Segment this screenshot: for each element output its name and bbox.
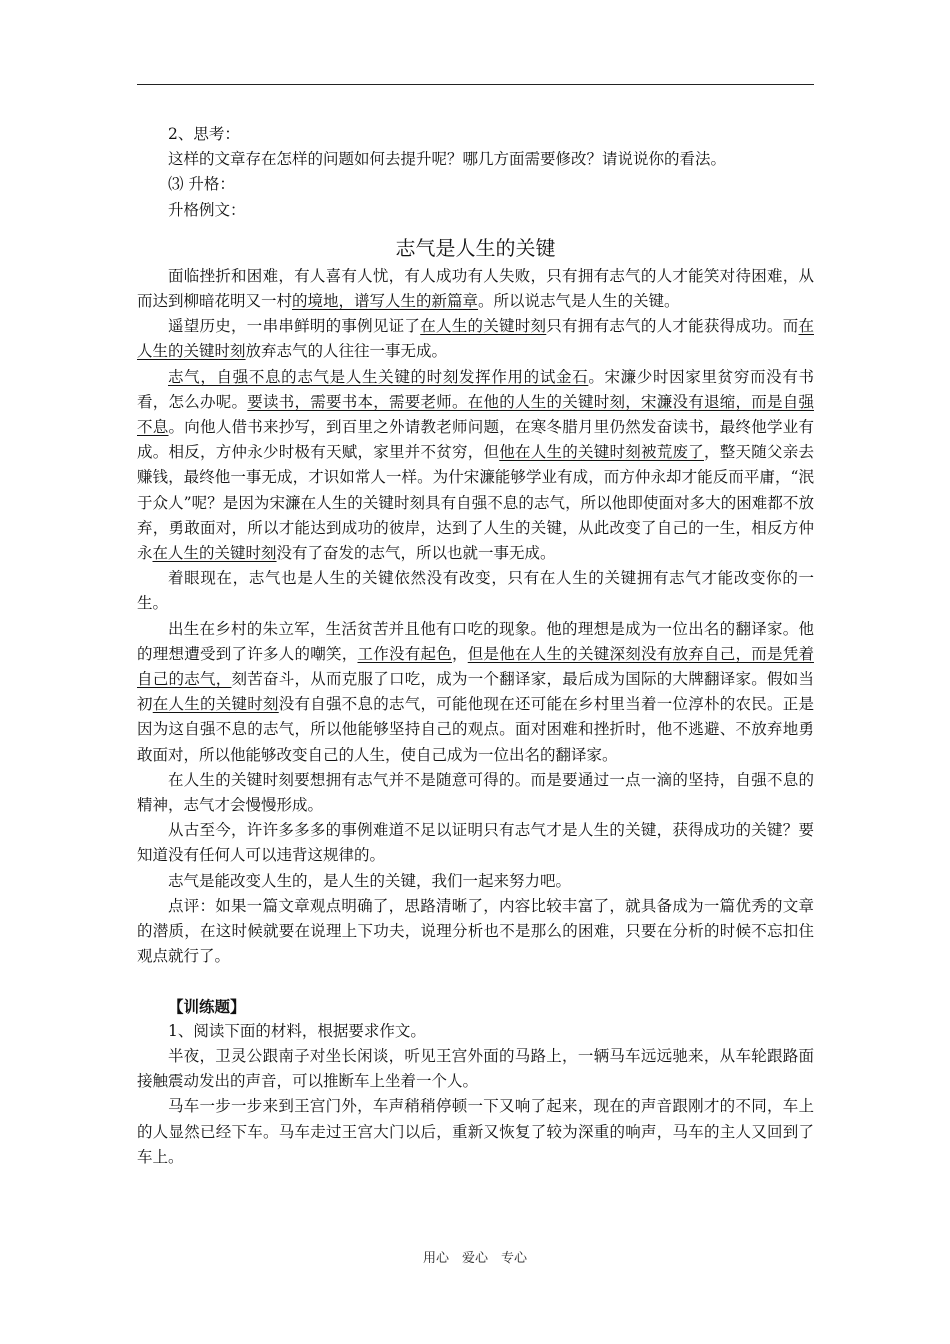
think-question: 这样的文章存在怎样的问题如何去提升呢？哪几方面需要修改？请说说你的看法。 xyxy=(168,150,727,169)
text-run: 。所以说志气是人生的关键。 xyxy=(478,292,680,311)
text-run: 只有拥有志气的人才能获得成功。而 xyxy=(546,317,799,336)
underlined-text: 在人生的关键时刻 xyxy=(152,544,277,563)
essay-paragraph-1 xyxy=(137,264,814,314)
exercise-material-1: 半夜，卫灵公跟南子对坐长闲谈，听见王宫外面的马路上，一辆马车远远驰来，从车轮跟路面接触震动发出的声音，可以推断车上坐着一个人。 xyxy=(137,1046,814,1091)
underlined-text: 要读书，需要书本，需要老师。在他的人生的关键时刻，宋濂没有退缩，而是自强不息 xyxy=(137,392,814,437)
essay-title: 志气是人生的关键 xyxy=(395,235,556,260)
spacer xyxy=(137,970,814,994)
underlined-text: 在人生的关键时刻 xyxy=(137,317,814,361)
text-run: 。向他人借书来抄写，到百里之外请教老师问题，在寒冬腊月里仍然发奋读书，最终他学业有成。相反，方仲永少时极有天赋，家里并不贫穷，但 xyxy=(137,418,814,462)
underlined-text: 在人生的关键时刻 xyxy=(152,695,279,714)
underlined-text: 的境地，谱写人生的新篇章 xyxy=(292,292,479,311)
essay-paragraph-8: 志气是能改变人生的，是人生的关键，我们一起来努力吧。 xyxy=(168,871,572,890)
essay-paragraph-4: 着眼现在，志气也是人生的关键依然没有改变，只有在人生的关键拥有志气才能改变你的一生。 xyxy=(137,569,814,613)
underlined-text: 但是他在人生的关键深刻没有放弃自己，而是凭着自己的志气， xyxy=(137,644,814,689)
essay-paragraph-3 xyxy=(137,365,814,567)
essay-paragraph-6: 在人生的关键时刻要想拥有志气并不是随意可得的。而是要通过一点一滴的坚持，自强不息的精神，志气才会慢慢形成。 xyxy=(137,770,814,815)
exercise-heading: 【训练题】 xyxy=(168,996,246,1016)
think-label: 2、思考： xyxy=(168,125,240,143)
text-run: ，整天随父亲去赚钱，最终他一事无成，才识如常人一样。为什宋濂能够学业有成，而方仲永却才能反而平庸，“泯于众人”呢？是因为宋濂在人生的关键时刻具有自强不息的志气，所以他即使面对多大的困难都不放弃，勇敢面对，所以才能达到成功的彼岸，达到了人生的关键，从此改变了自己的一生，相反方仲永 xyxy=(137,443,814,563)
page-footer: 用心 爱心 专心 xyxy=(422,1251,527,1266)
essay-paragraph-5 xyxy=(137,617,814,768)
underlined-text: 他在人生的关键时刻被荒废了 xyxy=(499,443,704,462)
commentary-paragraph: 点评：如果一篇文章观点明确了，思路清晰了，内容比较丰富了，就具备成为一篇优秀的文章的潜质，在这时候就要在说理上下功夫，说理分析也不是那么的困难，只要在分析的时候不忘扣住观点就行了。 xyxy=(137,896,814,966)
text-run: 没有了奋发的志气，所以也就一事无成。 xyxy=(276,544,556,563)
essay-paragraph-2 xyxy=(137,314,814,364)
exercise-material-2: 马车一步一步来到王宫门外，车声稍稍停顿一下又响了起来，现在的声音跟刚才的不同，车上的人显然已经下车。马车走过王宫大门以后，重新又恢复了较为深重的响声，马车的主人又回到了车上。 xyxy=(137,1097,814,1166)
text-run: 。宋濂少时因家里贫穷而没有书看，怎么办呢。 xyxy=(137,367,814,411)
text-run: 没有自强不息的志气，可能他现在还可能在乡村里当着一位淳朴的农民。正是因为这自强不息的志气，所以他能够坚持自己的观点。面对困难和挫折时，他不逃避、不放弃地勇敢面对，所以他能够改变自己的人生，使自己成为一位出名的翻译家。 xyxy=(137,695,814,764)
text-run: 放弃志气的人往往一事无成。 xyxy=(245,342,448,361)
text-run: 刻苦奋斗，从而克服了口吃，成为一个翻译家，最后成为国际的大牌翻译家。假如当初 xyxy=(137,670,814,714)
underlined-text: 志气，自强不息的志气是人生关键的时刻发挥作用的试金石 xyxy=(168,367,589,386)
text-run: ， xyxy=(451,644,468,663)
exercise-question-1: 1、阅读下面的材料，根据要求作文。 xyxy=(168,1021,426,1040)
upgrade-label: ⑶ 升格： xyxy=(168,175,235,194)
essay-paragraph-7: 从古至今，许许多多多的事例难道不足以证明只有志气才是人生的关键，获得成功的关键？要知道没有任何人可以违背这规律的。 xyxy=(137,821,814,865)
text-run: 遥望历史，一串串鲜明的事例见证了 xyxy=(168,317,421,336)
underlined-text: 工作没有起色 xyxy=(357,644,452,663)
document-body xyxy=(137,122,814,1170)
underlined-text: 在人生的关键时刻 xyxy=(420,317,547,336)
header-rule xyxy=(137,84,814,85)
example-label: 升格例文： xyxy=(168,200,246,219)
text-run: 面临挫折和困难，有人喜有人忧，有人成功有人失败，只有拥有志气的人才能笑对待困难，从而达到柳暗花明又一村 xyxy=(137,266,814,311)
text-run: 出生在乡村的朱立军，生活贫苦并且他有口吃的现象。他的理想是成为一位出名的翻译家。他的理想遭受到了许多人的嘲笑， xyxy=(137,619,814,663)
